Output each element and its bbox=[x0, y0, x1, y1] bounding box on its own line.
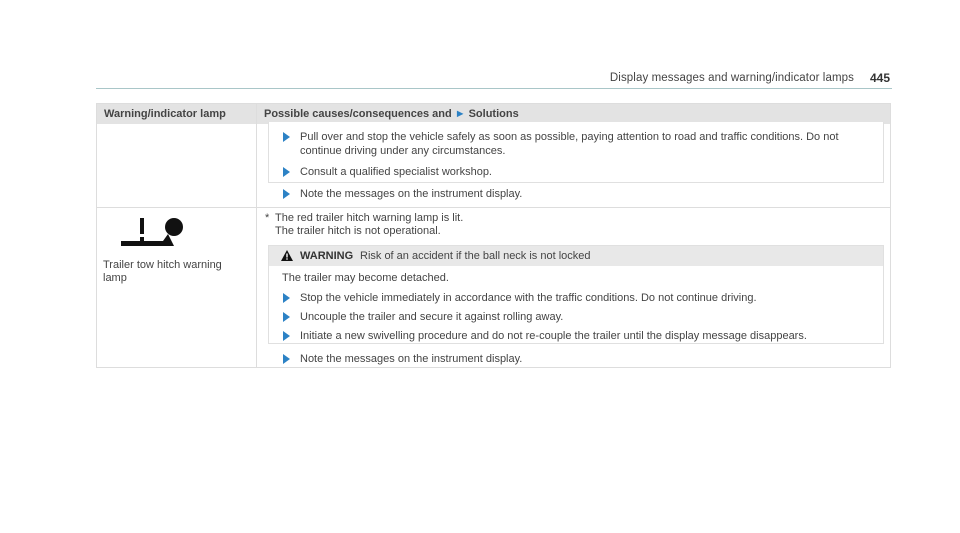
warning-bar bbox=[269, 246, 883, 266]
warning-lamp-table bbox=[96, 103, 891, 368]
warning-triangle-icon bbox=[281, 250, 293, 261]
asterisk-marker: * bbox=[265, 212, 270, 224]
step-arrow-icon bbox=[283, 132, 290, 142]
note-arrow-icon bbox=[283, 189, 290, 199]
step-arrow-icon bbox=[283, 167, 290, 177]
warning-steps-box bbox=[268, 122, 884, 183]
step-text: Consult a qualified specialist workshop. bbox=[300, 166, 492, 178]
step-text: Pull over and stop the vehicle safely as soon as possible, paying attention to road and traffic conditions. Do not bbox=[300, 131, 839, 143]
cause-text: The trailer hitch is not operational. bbox=[275, 225, 441, 237]
step-text: Uncouple the trailer and secure it against rolling away. bbox=[300, 311, 564, 323]
step-text: continue driving under any circumstances. bbox=[300, 145, 506, 157]
section-title: Display messages and warning/indicator lamps bbox=[609, 72, 854, 84]
trailer-hitch-warning-icon bbox=[113, 216, 191, 252]
page-number: 445 bbox=[869, 71, 890, 85]
step-text: Stop the vehicle immediately in accordance with the traffic conditions. Do not continue driving. bbox=[300, 292, 757, 304]
page-header bbox=[96, 68, 892, 89]
warning-headline: Risk of an accident if the ball neck is not locked bbox=[360, 250, 591, 262]
lamp-label: Trailer tow hitch warning lamp bbox=[103, 259, 222, 284]
warning-intro: The trailer may become detached. bbox=[282, 272, 449, 284]
step-text: Initiate a new swivelling procedure and do not re-couple the trailer until the display message disappears. bbox=[300, 330, 807, 342]
arrow-right-icon: ► bbox=[454, 108, 466, 120]
cause-text: The red trailer hitch warning lamp is lit. bbox=[275, 212, 464, 224]
column-header-causes-text: Possible causes/consequences and bbox=[264, 108, 452, 120]
warning-box bbox=[268, 245, 884, 344]
table-header-row bbox=[97, 104, 890, 124]
note-arrow-icon bbox=[283, 354, 290, 364]
column-header-causes bbox=[264, 108, 519, 120]
row-divider bbox=[97, 207, 890, 208]
column-header-solutions-text: Solutions bbox=[468, 108, 519, 120]
column-divider bbox=[256, 104, 257, 367]
step-arrow-icon bbox=[283, 331, 290, 341]
step-arrow-icon bbox=[283, 312, 290, 322]
column-header-lamp: Warning/indicator lamp bbox=[104, 108, 226, 120]
note-text: Note the messages on the instrument display. bbox=[300, 188, 523, 200]
note-text: Note the messages on the instrument display. bbox=[300, 353, 523, 365]
warning-label: WARNING bbox=[300, 250, 354, 262]
step-arrow-icon bbox=[283, 293, 290, 303]
